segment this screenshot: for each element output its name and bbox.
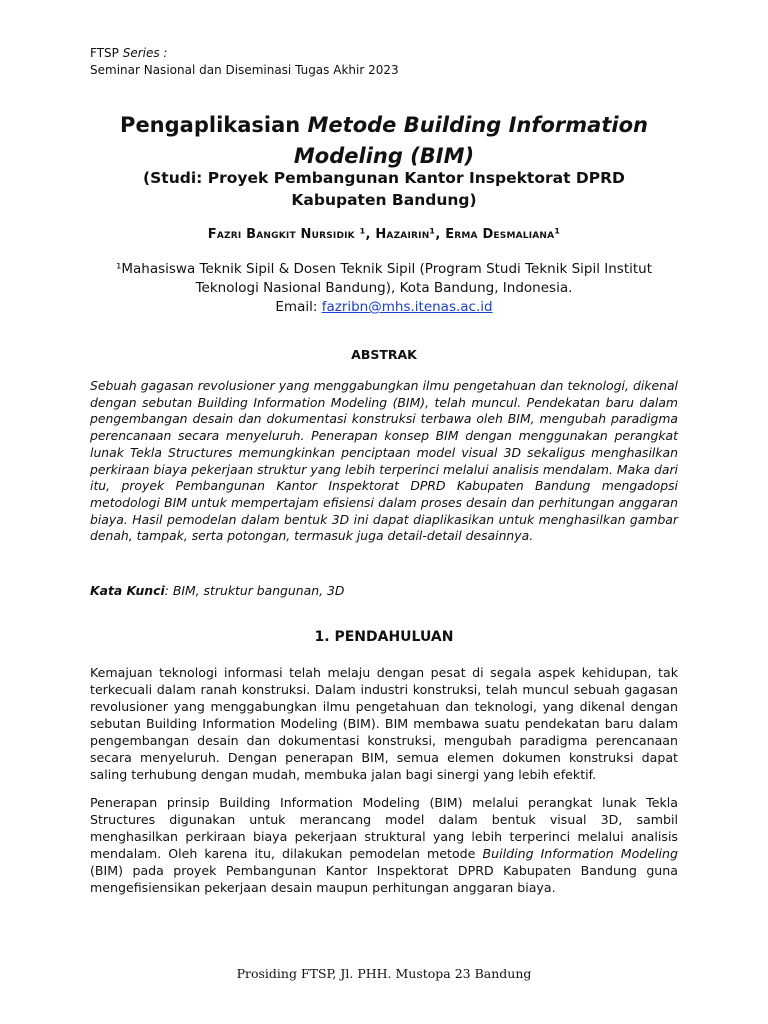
series-label: Series : <box>122 46 168 60</box>
series-prefix: FTSP <box>90 46 119 60</box>
seminar-name: Seminar Nasional dan Diseminasi Tugas Akhir 2023 <box>90 63 399 77</box>
section-heading: 1. PENDAHULUAN <box>314 629 454 645</box>
email-link[interactable]: fazribn@mhs.itenas.ac.id <box>321 299 493 315</box>
paper-title <box>90 110 678 172</box>
para2-italic: Building Information Modeling <box>482 846 678 861</box>
intro-paragraph-2 <box>90 794 678 896</box>
abstract-heading: ABSTRAK <box>351 347 417 362</box>
keywords <box>90 583 344 598</box>
author-list: Fazri Bangkit Nursidik ¹, Hazairin¹, Erma Desmaliana¹ <box>207 227 561 242</box>
email-label: Email: <box>275 299 318 315</box>
para2-text-b: (BIM) pada proyek Pembangunan Kantor Inspektorat DPRD Kabupaten Bandung guna mengefisiensikan pekerjaan desain maupun perhitungan anggaran biaya. <box>90 863 678 895</box>
title-part2: Metode Building Information Modeling (BIM) <box>293 113 648 168</box>
intro-paragraph-1: Kemajuan teknologi informasi telah melaju dengan pesat di segala aspek kehidupan, tak terkecuali dalam ranah konstruksi. Dalam industri konstruksi, telah muncul sebuah gagasan revolusioner yang menggabungkan ilmu pengetahuan dan teknologi, yang dikenal dengan sebutan Building Information Modeling (BIM). BIM membawa suatu pendekatan baru dalam pengembangan desain dan dokumentasi konstruksi, mengubah paradigma perencanaan secara menyeluruh. Dengan penerapan BIM, semua elemen dokumen konstruksi dapat saling terhubung dengan mudah, membuka jalan bagi sinergi yang lebih efektif. <box>90 665 678 782</box>
para2-text-a: Penerapan prinsip Building Information Modeling (BIM) melalui perangkat lunak Tekla Structures digunakan untuk merancang model dalam bentuk visual 3D, sambil menghasilkan perkiraan biaya pekerjaan struktural yang lebih terperinci melalui analisis mendalam. Oleh karena itu, dilakukan pemodelan metode <box>90 795 678 861</box>
abstract-text: Sebuah gagasan revolusioner yang menggabungkan ilmu pengetahuan dan teknologi, dikenal dengan sebutan Building Information Modeling (BIM), telah muncul. Pendekatan baru dalam pengembangan desain dan dokumentasi konstruksi terbawa oleh BIM, mengubah paradigma perencanaan secara menyeluruh. Penerapan konsep BIM dengan menggunakan perangkat lunak Tekla Structures memungkinkan penciptaan model visual 3D sekaligus menghasilkan perkiraan biaya pekerjaan struktur yang lebih terperinci melalui analisis mendalam. Maka dari itu, proyek Pembangunan Kantor Inspektorat DPRD Kabupaten Bandung mengadopsi metodologi BIM untuk mempertajam efisiensi dalam proses desain dan perhitungan anggaran biaya. Hasil pemodelan dalam bentuk 3D ini dapat diaplikasikan untuk menghasilkan gambar denah, tampak, serta potongan, termasuk juga detail-detail desainnya. <box>90 378 678 544</box>
affiliation <box>100 260 668 317</box>
paper-subtitle: (Studi: Proyek Pembangunan Kantor Inspektorat DPRD Kabupaten Bandung) <box>143 169 625 209</box>
keywords-label: Kata Kunci <box>90 583 165 598</box>
keywords-text: : BIM, struktur bangunan, 3D <box>164 583 345 598</box>
page-footer: Prosiding FTSP, Jl. PHH. Mustopa 23 Bandung <box>236 966 532 981</box>
running-header <box>90 45 399 79</box>
title-part1: Pengaplikasian <box>120 113 301 137</box>
affiliation-text: ¹Mahasiswa Teknik Sipil & Dosen Teknik Sipil (Program Studi Teknik Sipil Institut Teknologi Nasional Bandung), Kota Bandung, Indonesia. <box>115 261 653 296</box>
